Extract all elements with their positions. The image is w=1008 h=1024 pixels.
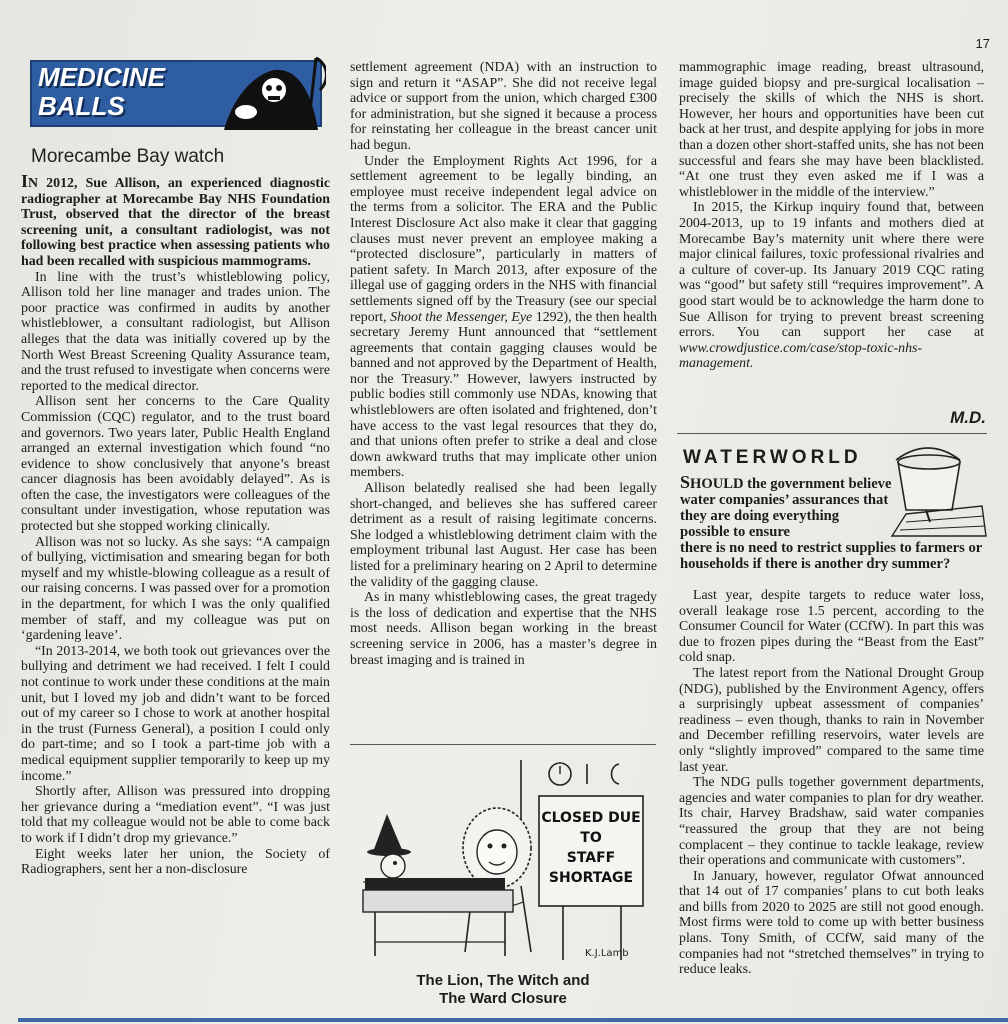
paragraph [350, 154, 657, 481]
paragraph: “In 2013-2014, we both took out grievances over the bullying and detriment we had received. I felt I could not continue to work under these conditions at the main unit, but I loved my job and didn’t want to be forced out of my career so I chose to work at another hospital in the trust (Furness General), a position I could only do part-time; and so I took a part-time job with a medical equipment supplier temporarily to keep up my income.” [21, 643, 330, 784]
logo-line2: BALLS [38, 91, 125, 121]
paragraph: Allison belatedly realised she had been legally short-changed, and believes she has suffered career detriment as a result of raising legitimate concerns. She lodged a whistleblowing detriment claim with the employment tribunal last August. Her case has been listed for a preliminary hearing on 2 April to determine the validity of the gagging clause. [350, 481, 657, 590]
paragraph-text: Under the Employment Rights Act 1996, for a settlement agreement to be legally binding, an employee must receive independent legal advice on the terms from a solicitor. The ERA and the Public Interest Disclosure Act also make it clear that gagging clauses must never prevent an employee making a “protected disclosure”, particularly in matters of patient safety. In March 2013, after exposure of the illegal use of gagging orders in the NHS with financial settlements signed off by the Treasury (see our special report, [350, 153, 657, 325]
medicine-balls-logo [30, 60, 322, 127]
grim-reaper-icon [216, 54, 326, 132]
paragraph: In January, however, regulator Ofwat announced that 14 out of 17 companies’ plans to cut both leaks and bills from 2020 to 2025 are still not good enough. Most firms were told to come up with better business plans. Tony Smith, of CCfW, said many of the companies had not “stretched themselves” in trying to reduce leaks. [679, 868, 984, 978]
paragraph: As in many whistleblowing cases, the great tragedy is the loss of dedication and expertise that the NHS most needs. Allison began working in the breast screening service in 2006, has a master’s degree in breast imaging and is trained in [350, 590, 657, 668]
column-3 [679, 60, 984, 372]
cartoonist-signature: K.J.Lamb [585, 948, 629, 959]
paragraph: mammographic image reading, breast ultrasound, image guided biopsy and pre-surgical localisation – precisely the skills of which the NHS is short. However, her hours and opportunities have been cut back at her trust, and despite applying for jobs in more than a dozen other short-staffed units, she has not been successful and fears she may have been blacklisted. “At one trust they even asked me if I was a whistleblower in the middle of the interview.” [679, 60, 984, 200]
column-2 [350, 60, 657, 668]
article-headline: Morecambe Bay watch [31, 146, 225, 167]
paragraph: Last year, despite targets to reduce water loss, overall leakage rose 1.5 percent, according to the Consumer Council for Water (CCfW). In part this was due to frozen pipes during the “Beast from the East” cold snap. [679, 588, 984, 666]
waterworld-lead [680, 474, 985, 572]
caption-line1: The Lion, The Witch and [416, 972, 590, 989]
paragraph: Shortly after, Allison was pressured into dropping her grievance during a “mediation event”. “I was just told that my colleague would not be able to come back to work if I didn’t drop my grievance.” [21, 784, 330, 846]
paragraph: In line with the trust’s whistleblowing policy, Allison told her line manager and trades union. The poor practice was confirmed in audits by another whistleblower, a consultant radiologist, but Allison alleges that the data was initially covered up by the North West Breast Screening Quality Assurance team, and the trust refused to investigate when concerns were reported to the medical director. [21, 269, 330, 394]
bottom-rule [18, 1018, 1008, 1022]
sign-line4: SHORTAGE [548, 870, 634, 886]
dropcap: S [680, 472, 691, 492]
paragraph: Eight weeks later her union, the Society of Radiographers, sent her a non-disclosure [21, 846, 330, 878]
paragraph: The latest report from the National Drought Group (NDG), published by the Environment Agency, offers a surprisingly upbeat assessment of companies’ readiness – even though, thanks to rain in November and December refilling reservoirs, water levels are only “slightly improved” compared to the same time last year. [679, 665, 984, 775]
waterworld-title: WATERWORLD [683, 447, 862, 468]
paragraph: settlement agreement (NDA) with an instruction to sign and return it “ASAP”. She did not receive legal advice or support from the union, which charged £300 for administration, but she signed it because a process for reinstating her colleague in the breast cancer unit had begun. [350, 60, 657, 153]
sign-line3: STAFF [566, 850, 616, 866]
waterworld-body [679, 588, 984, 978]
lead-text: N 2012, Sue Allison, an experienced diagnostic radiographer at Morecambe Bay NHS Foundation Trust, observed that the director of the breast screening unit, a consultant radiologist, was not following best practice when assessing patients who had been recalled with suspicious mammograms. [21, 176, 330, 269]
lead-text [680, 474, 892, 540]
lead-text-a: HOULD the government believe water companies’ assurances that they are doing everything possible to ensure [680, 476, 892, 540]
author-signoff: M.D. [950, 408, 986, 427]
sign-line2: TO [580, 830, 602, 846]
divider [350, 744, 656, 745]
paragraph-text: In 2015, the Kirkup inquiry found that, between 2004-2013, up to 19 infants and mothers died at Morecambe Bay’s maternity unit where there were major clinical failures, toxic professional rivalries and a culture of cover-up. Its January 2019 CQC rating was “good” but safety still “requires improvement”. A good start would be to acknowledge the harm done to Sue Allison for trying to prevent breast screening errors. You can support her case at [679, 200, 984, 341]
paragraph: Allison sent her concerns to the Care Quality Commission (CQC) regulator, and to the trust board and governors. Two years later, Public Health England arranged an external investigation which found “no evidence to show conclusively that anyone’s breast cancer diagnosis has been avoidably delayed”. As is often the case, the investigators were colleagues of the consultant under investigation, whose reputation was protected but she stopped working clinically. [21, 394, 330, 535]
report-title: Shoot the Messenger, Eye [390, 309, 533, 325]
dropcap: I [21, 171, 29, 191]
logo-line1: MEDICINE [38, 62, 166, 92]
divider [677, 433, 987, 434]
campaign-link: www.crowdjustice.com/case/stop-toxic-nhs-management. [679, 340, 923, 372]
paragraph-text: 1292), the then health secretary Jeremy Hunt announced that “settlement agreements that contain gagging clauses would be banned and not approved by the Department of Health, nor the Treasury.” However, lawyers instructed by public bodies still commonly use NDAs, knowing that whistleblowers are often isolated and frightened, don’t have access to the vast legal resources that they do, and that unions often prefer to strike a deal and close down awkward truths that may implicate other union members. [350, 309, 657, 481]
paragraph: Allison was not so lucky. As she says: “A campaign of bullying, victimisation and smearing began for both myself and my whistle-blowing colleague as a result of our raising concerns. I was passed over for a promotion in the department, for which I was the only qualified member of staff, and my colleague was put on ‘gardening leave’. [21, 534, 330, 644]
caption-line2: The Ward Closure [439, 990, 567, 1007]
sign-line1: CLOSED DUE [541, 810, 641, 826]
cartoon-illustration [355, 752, 653, 967]
cartoon-caption [350, 972, 656, 1008]
paragraph: The NDG pulls together government departments, agencies and water companies to plan for dry weather. Its chair, Harvey Bradshaw, said water companies “reassured the group that they are not being complacent – they continue to tackle leakage, review their operations and communicate with customers”. [679, 775, 984, 869]
page-number: 17 [975, 36, 990, 51]
lead-paragraph [21, 171, 330, 270]
column-1 [21, 171, 330, 878]
paragraph [679, 200, 984, 372]
lead-text-b: there is no need to restrict supplies to farmers or households if there is another dry summer? [680, 540, 982, 572]
